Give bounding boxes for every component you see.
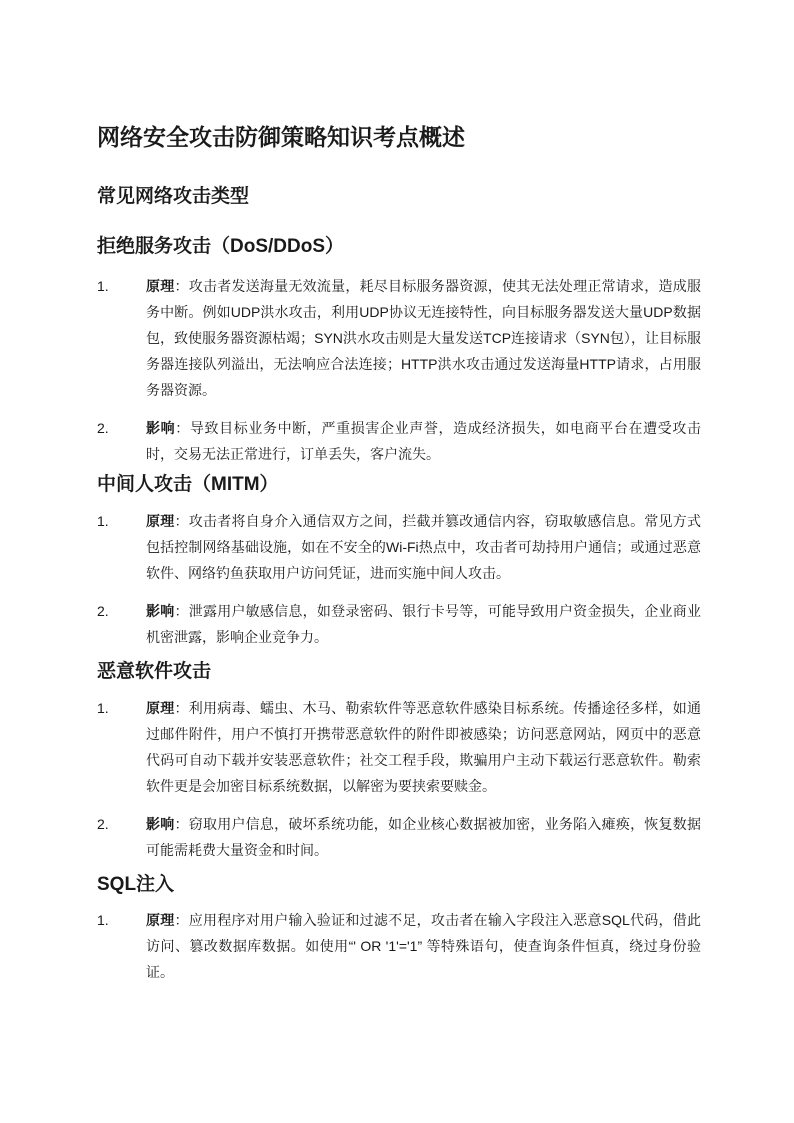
item-label: 原理 xyxy=(146,912,175,928)
item-text: 攻击者发送海量无效流量，耗尽目标服务器资源，使其无法处理正常请求，造成服务中断。例如UDP洪水攻击，利用UDP协议无连接特性，向目标服务器发送大量UDP数据包，致使服务器资源枯竭；SYN洪水攻击则是大量发送TCP连接请求（SYN包），让目标服务器连接队列溢出，无法响应合法连接；HTTP洪水攻击通过发送海量HTTP请求，占用服务器资源。 xyxy=(146,278,702,398)
label-colon: ： xyxy=(174,603,189,619)
item-text: 攻击者将自身介入通信双方之间，拦截并篡改通信内容，窃取敏感信息。常见方式包括控制网络基础设施，如在不安全的Wi-Fi热点中，攻击者可劫持用户通信；或通过恶意软件、网络钓鱼获取用户访问凭证，进而实施中间人攻击。 xyxy=(146,513,702,581)
label-colon: ： xyxy=(174,700,189,716)
list-number: 2. xyxy=(97,816,109,832)
item-label: 影响 xyxy=(146,603,175,619)
item-text: 利用病毒、蠕虫、木马、勒索软件等恶意软件感染目标系统。传播途径多样，如通过邮件附件，用户不慎打开携带恶意软件的附件即被感染；访问恶意网站，网页中的恶意代码可自动下载并安装恶意软件；社交工程手段，欺骗用户主动下载运行恶意软件。勒索软件更是会加密目标系统数据，以解密为要挟索要赎金。 xyxy=(146,700,702,794)
list-item xyxy=(97,508,701,586)
item-label: 原理 xyxy=(146,278,175,294)
subsection-heading-malware: 恶意软件攻击 xyxy=(97,661,212,682)
subsection-heading-sql: SQL注入 xyxy=(97,874,175,895)
list-number: 2. xyxy=(97,420,109,436)
list-item xyxy=(97,907,701,985)
item-label: 影响 xyxy=(146,420,176,436)
list-sql xyxy=(97,907,701,997)
document-title: 网络安全攻击防御策略知识考点概述 xyxy=(97,124,465,150)
list-number: 1. xyxy=(97,912,109,928)
list-number: 1. xyxy=(97,278,109,294)
list-dos xyxy=(97,273,701,479)
item-text: 导致目标业务中断，严重损害企业声誉，造成经济损失，如电商平台在遭受攻击时，交易无法正常进行，订单丢失，客户流失。 xyxy=(146,420,702,462)
item-label: 原理 xyxy=(146,700,175,716)
label-colon: ： xyxy=(174,816,189,832)
list-number: 1. xyxy=(97,513,109,529)
list-number: 1. xyxy=(97,700,109,716)
item-text: 泄露用户敏感信息，如登录密码、银行卡号等，可能导致用户资金损失，企业商业机密泄露，影响企业竞争力。 xyxy=(146,603,702,645)
list-item xyxy=(97,273,701,403)
subsection-heading-dos: 拒绝服务攻击（DoS/DDoS） xyxy=(97,236,345,257)
label-colon: ： xyxy=(175,420,190,436)
list-malware xyxy=(97,695,701,875)
list-item xyxy=(97,415,701,467)
list-item xyxy=(97,811,701,863)
item-label: 原理 xyxy=(146,513,175,529)
item-text: 窃取用户信息，破坏系统功能，如企业核心数据被加密，业务陷入瘫痪，恢复数据可能需耗费大量资金和时间。 xyxy=(146,816,702,858)
label-colon: ： xyxy=(174,513,189,529)
list-mitm xyxy=(97,508,701,662)
list-number: 2. xyxy=(97,603,109,619)
item-label: 影响 xyxy=(146,816,175,832)
subsection-heading-mitm: 中间人攻击（MITM） xyxy=(97,474,279,495)
label-colon: ： xyxy=(174,912,189,928)
list-item xyxy=(97,598,701,650)
list-item xyxy=(97,695,701,799)
label-colon: ： xyxy=(174,278,189,294)
section-heading: 常见网络攻击类型 xyxy=(97,186,250,207)
item-text: 应用程序对用户输入验证和过滤不足，攻击者在输入字段注入恶意SQL代码，借此访问、篡改数据库数据。如使用“' OR '1'='1” 等特殊语句，使查询条件恒真，绕过身份验证。 xyxy=(146,912,702,980)
